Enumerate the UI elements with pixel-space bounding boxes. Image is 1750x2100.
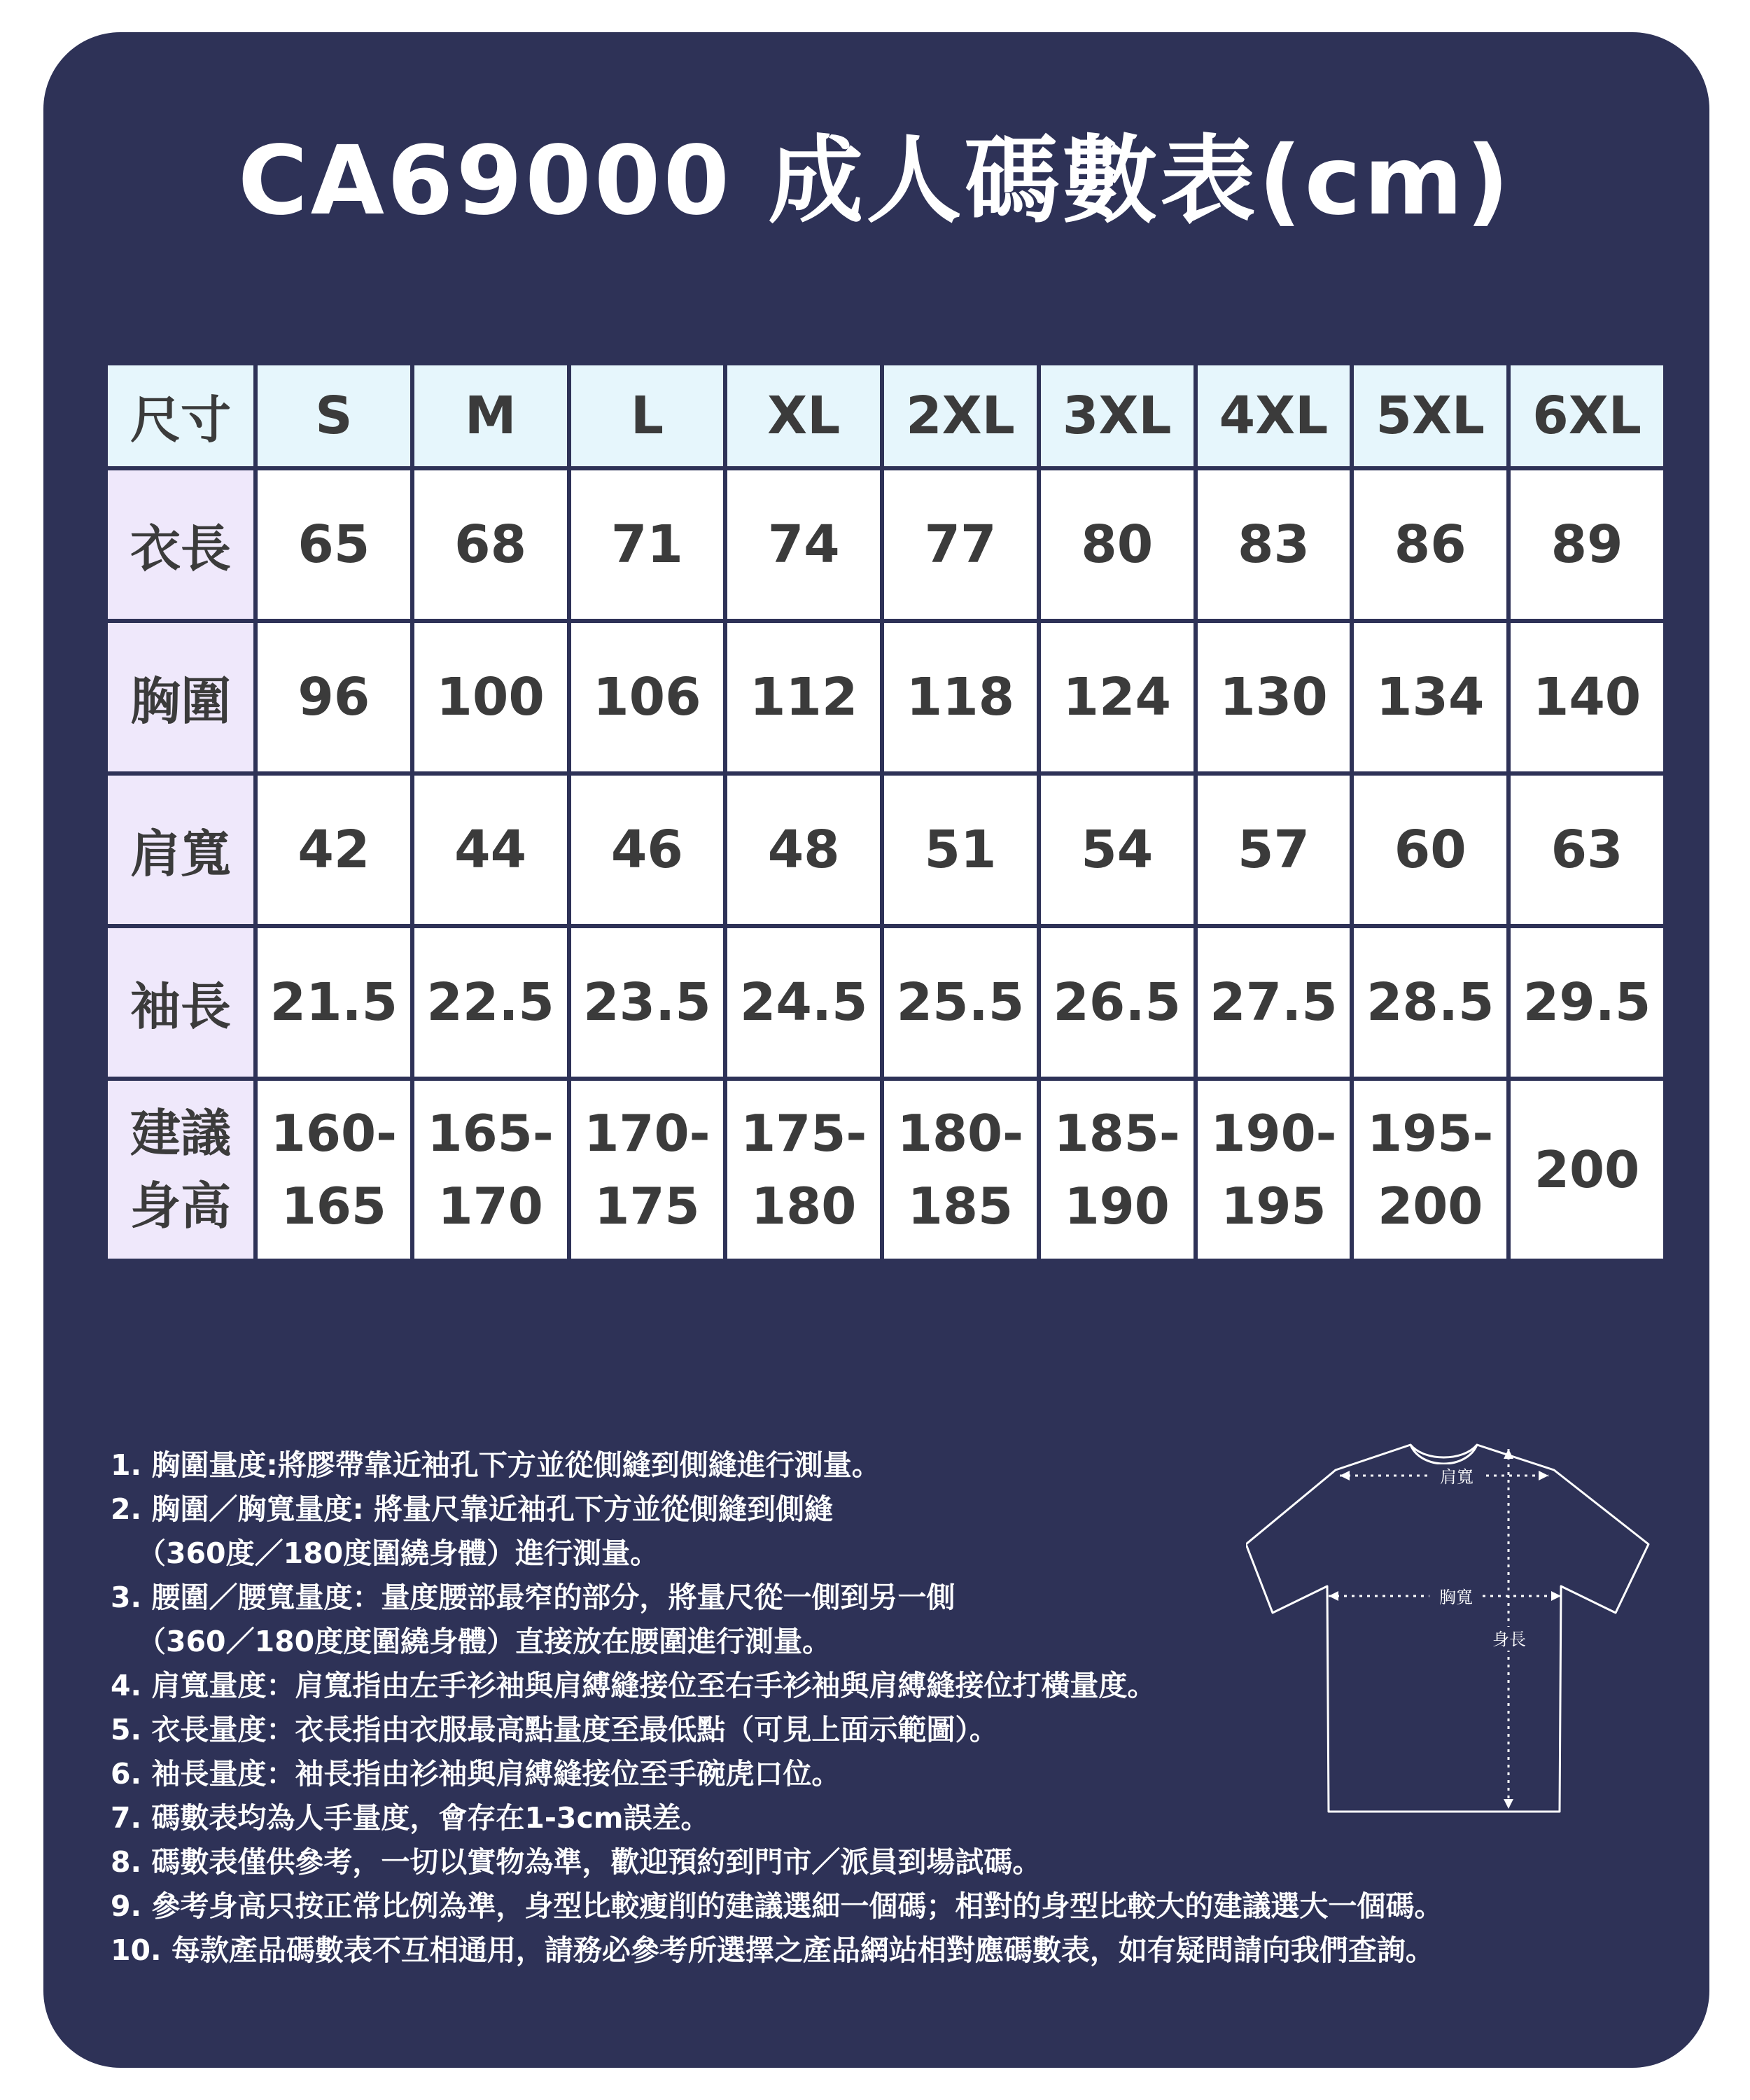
range-start: 165- (427, 1104, 554, 1163)
table-cell: 63 (1511, 776, 1663, 924)
table-cell (571, 1081, 724, 1259)
table-cell: 57 (1198, 776, 1350, 924)
table-cell (1198, 1081, 1350, 1259)
row-label: 衣長 (108, 470, 253, 619)
table-cell: 130 (1198, 623, 1350, 771)
range-start: 180- (897, 1104, 1024, 1163)
note-item: 1. 胸圍量度:將膠帶靠近袖孔下方並從側縫到側縫進行測量。 (111, 1448, 881, 1482)
table-cell (1041, 1081, 1194, 1259)
range-start: 195- (1367, 1104, 1494, 1163)
table-row (108, 623, 1663, 771)
size-header: M (414, 365, 567, 466)
range-start: 185- (1054, 1104, 1180, 1163)
table-cell (414, 1081, 567, 1259)
header-label: 尺寸 (108, 365, 253, 466)
chest-width-label: 胸寬 (1439, 1588, 1473, 1607)
table-cell: 96 (258, 623, 410, 771)
note-item: 2. 胸圍／胸寬量度: 將量尺靠近袖孔下方並從側縫到側縫 (111, 1492, 834, 1526)
size-header: 2XL (884, 365, 1037, 466)
table-cell: 83 (1198, 470, 1350, 619)
table-cell: 24.5 (727, 928, 880, 1077)
table-cell: 80 (1041, 470, 1194, 619)
table-cell: 21.5 (258, 928, 410, 1077)
table-cell: 124 (1041, 623, 1194, 771)
table-cell: 89 (1511, 470, 1663, 619)
table-cell: 140 (1511, 623, 1663, 771)
row-label (108, 1081, 253, 1259)
row-label: 袖長 (108, 928, 253, 1077)
range-end: 165 (281, 1177, 387, 1236)
table-cell: 22.5 (414, 928, 567, 1077)
table-cell: 118 (884, 623, 1037, 771)
row-label: 胸圍 (108, 623, 253, 771)
table-row (108, 776, 1663, 924)
note-item: 7. 碼數表均為人手量度，會存在1-3cm誤差。 (111, 1801, 710, 1835)
size-header: 3XL (1041, 365, 1194, 466)
size-header: L (571, 365, 724, 466)
table-cell (727, 1081, 880, 1259)
table-cell: 65 (258, 470, 410, 619)
shoulder-width-label: 肩寬 (1440, 1467, 1474, 1487)
table-row-suggested-height (108, 1081, 1663, 1259)
table-cell: 112 (727, 623, 880, 771)
range-end: 190 (1064, 1177, 1170, 1236)
table-cell (1511, 1081, 1663, 1259)
table-cell: 27.5 (1198, 928, 1350, 1077)
range-end: 195 (1221, 1177, 1326, 1236)
table-cell: 106 (571, 623, 724, 771)
range-end: 175 (594, 1177, 700, 1236)
table-cell: 86 (1354, 470, 1506, 619)
note-item: （360／180度度圍繞身體）直接放在腰圍進行測量。 (137, 1625, 832, 1658)
table-cell: 26.5 (1041, 928, 1194, 1077)
body-length-label: 身長 (1492, 1630, 1526, 1649)
note-item: 3. 腰圍／腰寬量度：量度腰部最窄的部分，將量尺從一側到另一側 (111, 1581, 955, 1614)
table-cell (884, 1081, 1037, 1259)
table-row (108, 470, 1663, 619)
page-title: CA69000 成人碼數表(cm) (237, 126, 1513, 237)
table-cell: 28.5 (1354, 928, 1506, 1077)
table-cell: 71 (571, 470, 724, 619)
row-label-line: 身高 (130, 1177, 231, 1236)
table-cell: 77 (884, 470, 1037, 619)
note-item: 6. 袖長量度：袖長指由衫袖與肩縛縫接位至手碗虎口位。 (111, 1757, 841, 1791)
tshirt-measurement-diagram (1246, 1434, 1666, 1826)
size-header: XL (727, 365, 880, 466)
table-cell: 74 (727, 470, 880, 619)
table-cell: 68 (414, 470, 567, 619)
row-label-line: 建議 (130, 1104, 231, 1163)
range-end: 170 (438, 1177, 543, 1236)
table-cell: 42 (258, 776, 410, 924)
table-cell: 29.5 (1511, 928, 1663, 1077)
table-cell: 25.5 (884, 928, 1037, 1077)
size-table (104, 361, 1667, 1263)
table-cell: 23.5 (571, 928, 724, 1077)
range-start: 190- (1210, 1104, 1337, 1163)
note-item: 8. 碼數表僅供參考，一切以實物為準，歡迎預約到門市／派員到場試碼。 (111, 1845, 1042, 1879)
range-start: 170- (584, 1104, 710, 1163)
range-start: 160- (270, 1104, 397, 1163)
table-cell: 54 (1041, 776, 1194, 924)
size-header: 5XL (1354, 365, 1506, 466)
range-single: 200 (1534, 1140, 1640, 1199)
table-cell: 46 (571, 776, 724, 924)
range-end: 185 (907, 1177, 1014, 1236)
table-cell: 48 (727, 776, 880, 924)
note-item: 9. 參考身高只按正常比例為準，身型比較瘦削的建議選細一個碼；相對的身型比較大的建議選大一個碼。 (111, 1889, 1443, 1923)
note-item: 4. 肩寬量度：肩寬指由左手衫袖與肩縛縫接位至右手衫袖與肩縛縫接位打橫量度。 (111, 1669, 1156, 1702)
table-cell: 44 (414, 776, 567, 924)
note-item: 5. 衣長量度：衣長指由衣服最高點量度至最低點（可見上面示範圖）。 (111, 1713, 998, 1746)
table-cell: 134 (1354, 623, 1506, 771)
table-header-row (108, 365, 1663, 466)
table-row (108, 928, 1663, 1077)
size-header: 6XL (1511, 365, 1663, 466)
table-cell (258, 1081, 410, 1259)
table-cell (1354, 1081, 1506, 1259)
table-cell: 100 (414, 623, 567, 771)
range-end: 180 (751, 1177, 857, 1236)
tshirt-outline (1246, 1445, 1648, 1812)
range-end: 200 (1378, 1177, 1483, 1236)
note-item: 10. 每款產品碼數表不互相通用，請務必參考所選擇之產品網站相對應碼數表，如有疑問請向我們查詢。 (111, 1933, 1434, 1967)
table-cell: 51 (884, 776, 1037, 924)
row-label: 肩寬 (108, 776, 253, 924)
table-cell: 60 (1354, 776, 1506, 924)
size-header: 4XL (1198, 365, 1350, 466)
size-header: S (258, 365, 410, 466)
note-item: （360度／180度圍繞身體）進行測量。 (137, 1536, 659, 1570)
range-start: 175- (741, 1104, 867, 1163)
